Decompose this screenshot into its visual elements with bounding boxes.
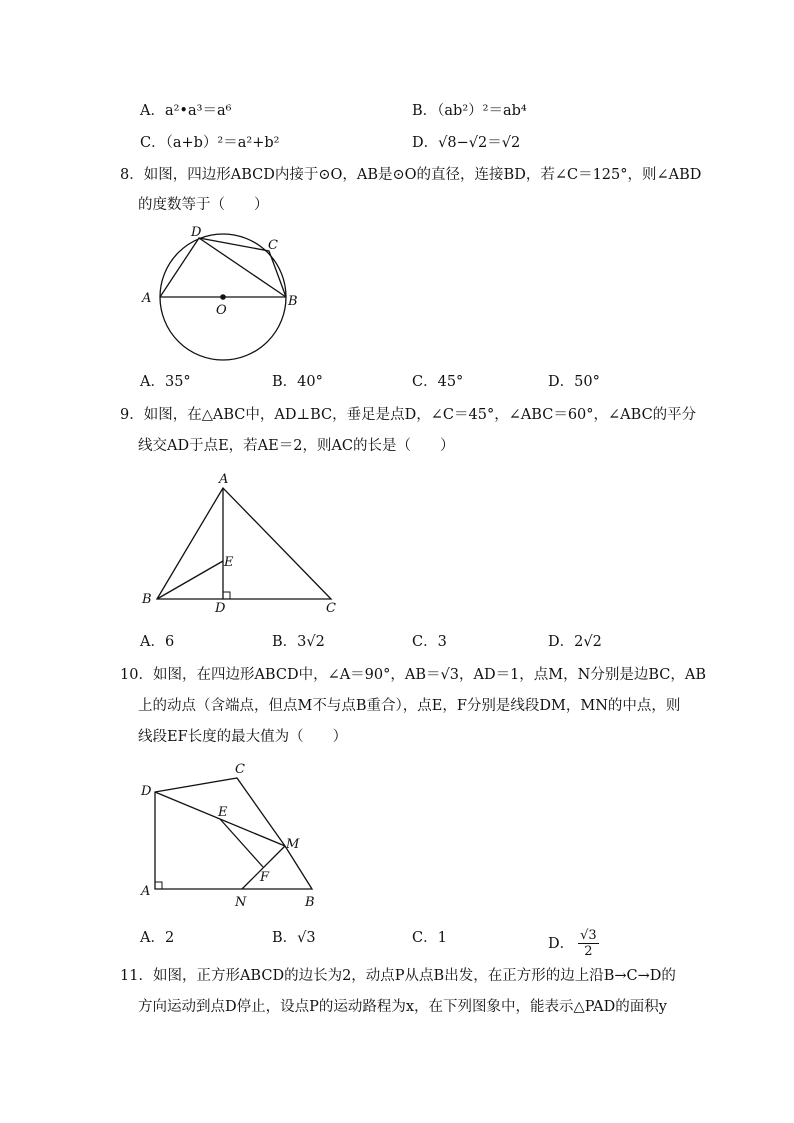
q10-option-d-prefix: D． xyxy=(548,935,575,952)
label-f: F xyxy=(260,870,270,885)
q7-option-d: D．√8−√2＝√2 xyxy=(412,135,521,151)
q10-option-a: A．2 xyxy=(140,930,175,946)
label-d: D xyxy=(141,784,152,799)
q9-option-b: B．3√2 xyxy=(272,634,325,650)
label-b: B xyxy=(142,592,152,607)
q10-stem-line3: 线段EF长度的最大值为（ ） xyxy=(138,729,348,745)
label-c: C xyxy=(268,238,278,253)
right-angle-mark xyxy=(155,882,162,889)
label-o: O xyxy=(216,303,227,318)
q9-option-c: C．3 xyxy=(412,634,447,650)
q8-option-c: C．45° xyxy=(412,374,464,390)
triangle-abc xyxy=(157,488,331,599)
label-c: C xyxy=(235,762,245,777)
q10-option-c: C．1 xyxy=(412,930,447,946)
fraction xyxy=(578,928,599,959)
q8-stem-line2: 的度数等于（ ） xyxy=(138,197,269,213)
q11-stem-line2: 方向运动到点D停止，设点P的运动路程为x，在下列图象中，能表示△PAD的面积y xyxy=(138,999,667,1015)
label-d: D xyxy=(215,601,226,616)
q7-option-c: C．（a+b）²＝a²+b² xyxy=(140,135,280,151)
q8-option-b: B．40° xyxy=(272,374,323,390)
label-e: E xyxy=(224,555,234,570)
label-e: E xyxy=(218,805,228,820)
q7-option-b: B．（ab²）²＝ab⁴ xyxy=(412,103,527,119)
q10-quadrilateral-figure xyxy=(135,755,335,910)
q9-triangle-figure xyxy=(135,468,350,618)
q8-option-a: A．35° xyxy=(140,374,191,390)
label-a: A xyxy=(141,884,151,899)
q9-stem-line1: 9．如图，在△ABC中，AD⊥BC，垂足是点D，∠C＝45°，∠ABC＝60°，∠ABC的平分 xyxy=(120,407,697,423)
q9-option-d: D．2√2 xyxy=(548,634,602,650)
q10-option-b: B．√3 xyxy=(272,930,316,946)
right-angle-mark xyxy=(223,592,230,599)
center-point-o xyxy=(220,294,226,300)
label-a: A xyxy=(219,472,229,487)
q8-option-d: D．50° xyxy=(548,374,600,390)
label-c: C xyxy=(326,601,336,616)
segment-ef xyxy=(220,819,263,867)
fraction-denominator: 2 xyxy=(584,944,593,959)
label-m: M xyxy=(286,837,300,852)
q7-option-a: A．a²•a³＝a⁶ xyxy=(140,103,232,119)
label-b: B xyxy=(288,294,298,309)
fraction-numerator: √3 xyxy=(580,928,597,943)
q10-option-d xyxy=(548,928,599,959)
label-n: N xyxy=(235,895,247,910)
label-b: B xyxy=(305,895,315,910)
q11-stem-line1: 11．如图，正方形ABCD的边长为2，动点P从点B出发，在正方形的边上沿B→C→D的 xyxy=(120,968,676,984)
q8-circle-figure xyxy=(135,220,315,365)
q9-option-a: A．6 xyxy=(140,634,175,650)
q9-stem-line2: 线交AD于点E，若AE＝2，则AC的长是（ ） xyxy=(138,438,455,454)
bisector-be xyxy=(157,561,223,599)
q10-stem-line1: 10．如图，在四边形ABCD中，∠A＝90°，AB＝√3，AD＝1，点M，N分别是边BC，AB xyxy=(120,667,706,683)
q8-stem-line1: 8．如图，四边形ABCD内接于⊙O，AB是⊙O的直径，连接BD，若∠C＝125°，则∠ABD xyxy=(120,167,702,183)
label-a: A xyxy=(142,291,152,306)
label-d: D xyxy=(191,225,202,240)
q10-stem-line2: 上的动点（含端点，但点M不与点B重合），点E，F分别是线段DM，MN的中点，则 xyxy=(138,698,681,714)
